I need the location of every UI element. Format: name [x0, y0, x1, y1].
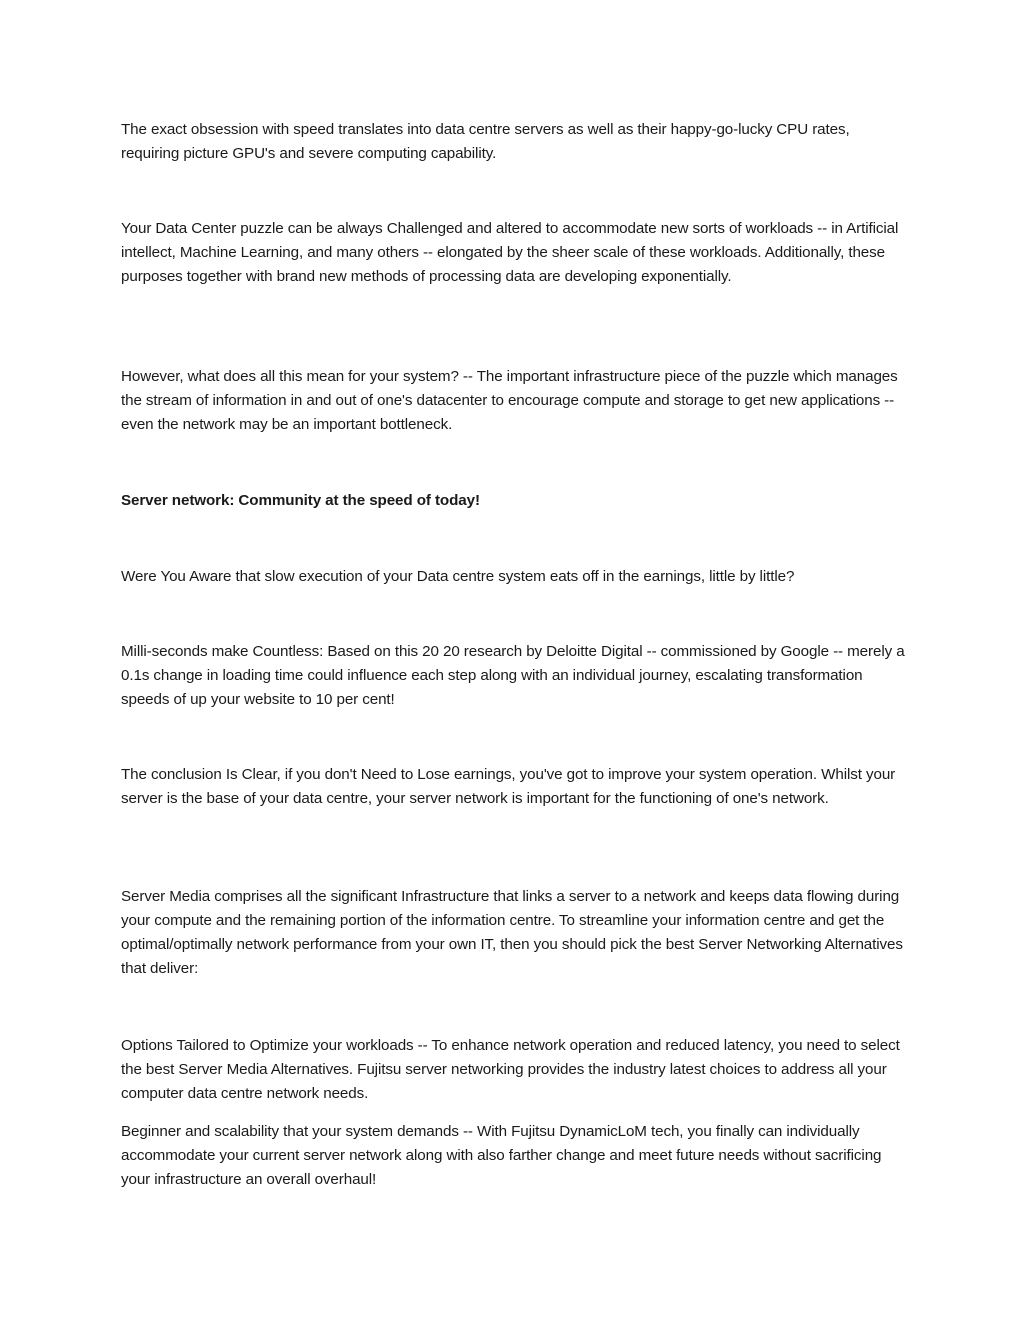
paragraph-scalability: Beginner and scalability that your system demands -- With Fujitsu DynamicLoM tech, you finally can individually accommodate your current server network along with also farther change and meet future needs without sacrificing your infrastructure an overall overhaul! — [121, 1123, 882, 1188]
paragraph-system-meaning: However, what does all this mean for your system? -- The important infrastructure piece of the puzzle which manages the stream of information in and out of one's datacenter to encourage compute and storage to get new applications -- even the network may be an important bottleneck. — [121, 368, 898, 433]
section-heading: Server network: Community at the speed of today! — [121, 492, 480, 509]
document-page — [121, 0, 911, 1325]
paragraph-options-tailored: Options Tailored to Optimize your workloads -- To enhance network operation and reduced latency, you need to select the best Server Media Alternatives. Fujitsu server networking provides the industry latest choices to address all your computer data centre network needs. — [121, 1037, 900, 1102]
paragraph-data-center-puzzle: Your Data Center puzzle can be always Challenged and altered to accommodate new sorts of workloads -- in Artificial intellect, Machine Learning, and many others -- elongated by the sheer scale of these workloads. Additionally, these purposes together with brand new methods of processing data are developing exponentially. — [121, 220, 899, 285]
paragraph-milliseconds: Milli-seconds make Countless: Based on this 20 20 research by Deloitte Digital -- commissioned by Google -- merely a 0.1s change in loading time could influence each step along with an individual journey, escalating transformation speeds of up your website to 10 per cent! — [121, 643, 905, 708]
paragraph-slow-execution: Were You Aware that slow execution of your Data centre system eats off in the earnings, little by little? — [121, 568, 795, 585]
paragraph-speed-obsession: The exact obsession with speed translates into data centre servers as well as their happy-go-lucky CPU rates, requiring picture GPU's and severe computing capability. — [121, 121, 850, 162]
paragraph-conclusion: The conclusion Is Clear, if you don't Need to Lose earnings, you've got to improve your system operation. Whilst your server is the base of your data centre, your server network is important for the functioning of one's network. — [121, 766, 896, 807]
paragraph-server-media: Server Media comprises all the significant Infrastructure that links a server to a network and keeps data flowing during your compute and the remaining portion of the information centre. To streamline your information centre and get the optimal/optimally network performance from your own IT, then you should pick the best Server Networking Alternatives that deliver: — [121, 888, 903, 977]
